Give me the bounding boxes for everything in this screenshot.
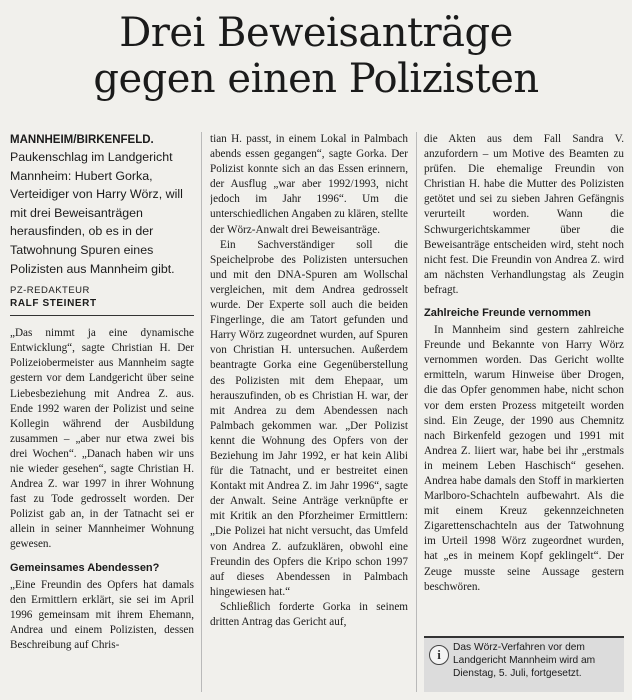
column-divider	[201, 132, 202, 692]
headline-line-2: gegen einen Polizisten	[93, 56, 539, 102]
info-icon: i	[429, 645, 449, 665]
byline-separator	[10, 315, 194, 316]
body-paragraph: „Eine Freundin des Opfers hat damals den Ermittlern erklärt, sie sei im April 1996 gemeinsam mit ihrem Ehemann, Andrea und einem Polizisten, dessen Beschreibung auf Chris-	[10, 578, 194, 651]
body-paragraph: Ein Sachverständiger soll die Speichelprobe des Polizisten untersuchen und mit den DNA-Spuren am Wollschal vergleichen, mit dem Andrea gedrosselt wurde. Der Experte soll auch die beiden Fingerlinge, die am Tatort gefunden und Harry Wörz zugeordnet wurden, auf Spuren von Christian H. untersuchen. Außerdem beantragte Gorka eine Gegenüberstellung des Polizisten mit dem Ehepaar, um herauszufinden, ob es Christian H. war, der mit Andrea zu dem Abendessen nach Palmbach gekommen war. „Der Polizist kennt die Wohnung des Opfers von der Beziehung im Jahr 1992, er hat kein Alibi für die Tatnacht, und er bestreitet einen Kontakt mit Andrea Z. im Jahr 1996“, sagte der Anwalt. Seine Anträge verknüpfte er mit Kritik an den Pforzheimer Ermittlern: „Die Polizei hat nicht versucht, das Umfeld von Andrea Z. aufzuklären, obwohl eine Freundin des Opfers die Kripo schon 1997 auf dieses Abendessen in Palmbach hingewiesen hat.“	[210, 238, 408, 598]
article-headline	[0, 10, 632, 102]
info-text: Das Wörz-Verfahren vor dem Landgericht Mannheim wird am Dienstag, 5. Juli, fortgesetzt.	[453, 642, 596, 679]
body-paragraph: tian H. passt, in einem Lokal in Palmbach abends essen gegangen“, sagte Gorka. Der Polizist konnte sich an das Essen erinnern, der Ausflug „war aber 1992/1993, nicht jedoch im Jahr 1996“. Um die unterschiedlichen Angaben zu klären, stellte der Wörz-Anwalt drei Beweisanträge.	[210, 133, 408, 236]
headline-line-1: Drei Beweisanträge	[119, 10, 513, 56]
info-box	[424, 636, 624, 692]
body-paragraph: „Das nimmt ja eine dynamische Entwicklung“, sagte Christian H. Der Polizeiobermeister aus Mannheim sagte gestern vor dem Landgericht über seine Liebesbeziehung mit Andrea Z. aus. Ende 1992 waren der Polizist und seine Kollegin während der Ausbildung zusammen – „aber nur etwa zwei bis drei Wochen“. „Danach haben wir uns nie wieder gesehen“, sagte Christian H. Andrea Z. war 1997 in ihrer Wohnung fast zu Tode gedrosselt worden. Der Polizist gab an, in der Tatnacht sei er allein in seiner Mannheimer Wohnung gewesen.	[10, 327, 194, 551]
article-column-3	[424, 132, 624, 692]
column-divider	[416, 132, 417, 692]
article-teaser: Paukenschlag im Landgericht Mannheim: Hubert Gorka, Verteidiger von Harry Wörz, will mit drei Beweisanträgen herausfinden, ob es in der Tatwohnung Spuren eines Polizisten aus Mannheim gibt.	[10, 150, 183, 276]
body-paragraph: die Akten aus dem Fall Sandra V. anzufordern – um Motive des Beamten zu prüfen. Die ehemalige Freundin von Christian H. habe die Mutter des Polizisten getötet und sei zu sieben Jahren Gefängnis verurteilt worden. Wann die Schwurgerichtskammer über die Beweisanträge entscheiden wird, steht noch nicht fest. Die Freundin von Andrea Z. wird am nächsten Verhandlungstag als Zeugin befragt.	[424, 133, 624, 296]
body-paragraph: In Mannheim sind gestern zahlreiche Freunde und Bekannte von Harry Wörz vernommen worden. Das Gericht wollte ermitteln, warum Hinweise über Drogen, die das Opfer genommen habe, nicht schon vor dem ersten Prozess mitgeteilt worden sind. Ein Zeuge, der 1990 aus Chemnitz nach Birkenfeld gezogen und 1991 mit Andrea Z. liiert war, habe bei ihr „erstmals in meinem Leben Haschisch“ gesehen. Andrea habe damals den Stoff in markierten Marlboro-Schachteln aufbewahrt. Als die mit einem Kreuz gekennzeichneten Zigarettenschachteln aus der Tatwohnung im Urteil 1998 Wörz zugeordnet wurden, hat „es in meinem Kopf geklingelt“. Der Zeuge musste seine Aussage gestern beschwören.	[424, 324, 624, 593]
body-paragraph: Schließlich forderte Gorka in seinem dritten Antrag das Gericht auf,	[210, 600, 408, 628]
byline-name: RALF STEINERT	[10, 298, 97, 310]
subheading: Zahlreiche Freunde vernommen	[424, 307, 591, 320]
subheading: Gemeinsames Abendessen?	[10, 561, 160, 574]
dateline: MANNHEIM/BIRKENFELD.	[10, 134, 154, 146]
byline-role: PZ-REDAKTEUR	[10, 285, 90, 297]
article-column-1	[10, 132, 194, 692]
article-column-2	[210, 132, 408, 692]
